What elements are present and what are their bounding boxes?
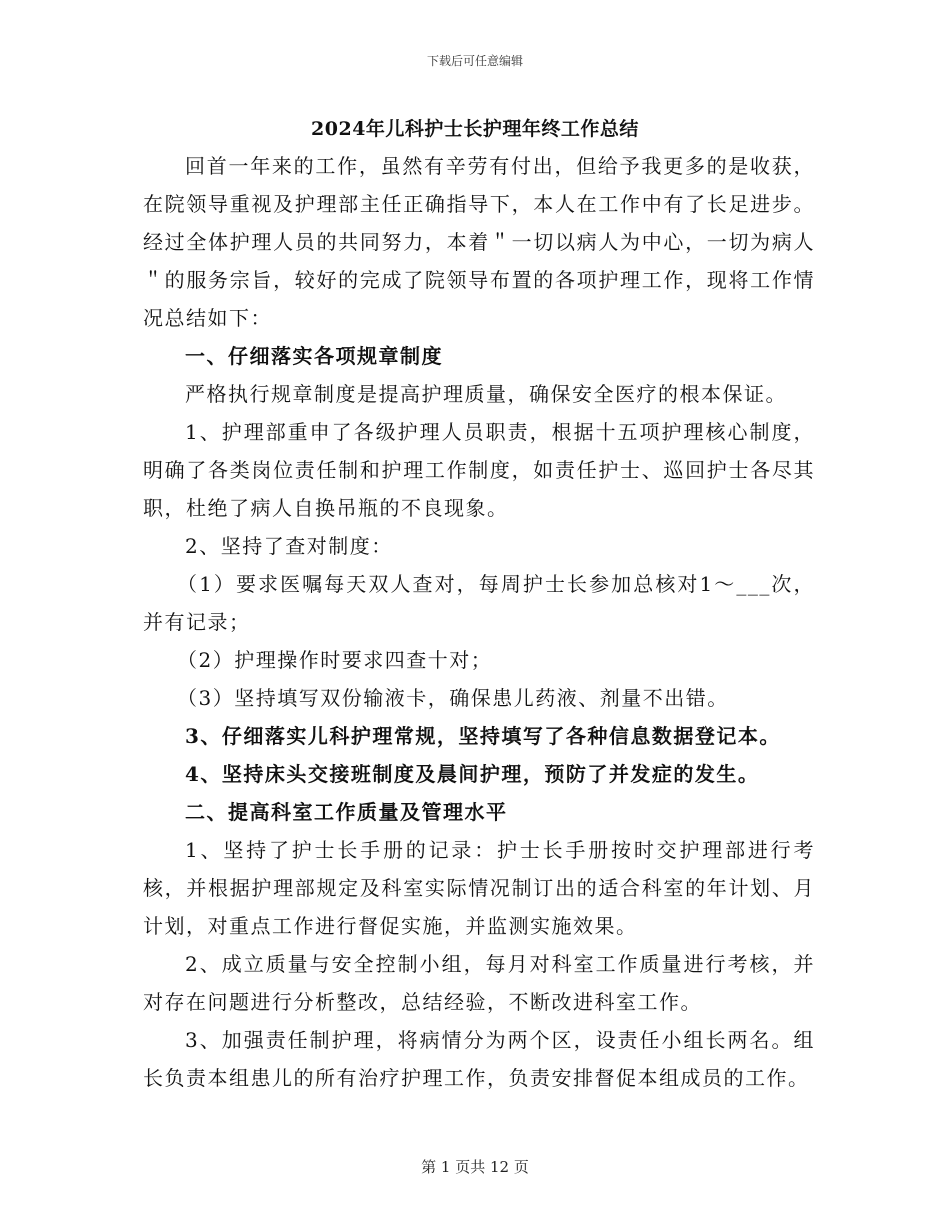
paragraph: 1、坚持了护士长手册的记录：护士长手册按时交护理部进行考核，并根据护理部规定及科室实际情况制订出的适合科室的年计划、月计划，对重点工作进行督促实施，并监测实施效果。 [143,838,815,938]
document-title: 2024年儿科护士长护理年终工作总结 [311,118,639,140]
section-heading-1: 一、仔细落实各项规章制度 [185,344,443,368]
paragraph: 2、成立质量与安全控制小组，每月对科室工作质量进行考核，并对存在问题进行分析整改，总结经验，不断改进科室工作。 [143,952,815,1014]
section-heading-2: 二、提高科室工作质量及管理水平 [185,800,508,824]
document-body [143,147,815,1097]
paragraph: 1、护理部重申了各级护理人员职责，根据十五项护理核心制度，明确了各类岗位责任制和护理工作制度，如责任护士、巡回护士各尽其职，杜绝了病人自换吊瓶的不良现象。 [143,420,815,520]
list-item: （3）坚持填写双份输液卡，确保患儿药液、剂量不出错。 [177,686,729,710]
page-header-note: 下载后可任意编辑 [426,54,523,68]
list-item: （1）要求医嘱每天双人查对，每周护士长参加总核对1～___次，并有记录； [143,572,815,634]
bold-paragraph: 4、坚持床头交接班制度及晨间护理，预防了并发症的发生。 [185,762,760,786]
paragraph: 3、加强责任制护理，将病情分为两个区，设责任小组长两名。组长负责本组患儿的所有治疗护理工作，负责安排督促本组成员的工作。 [143,1028,815,1090]
paragraph: 严格执行规章制度是提高护理质量，确保安全医疗的根本保证。 [185,382,787,406]
list-item: （2）护理操作时要求四查十对； [177,648,493,672]
paragraph: 2、坚持了查对制度： [185,534,393,558]
page-number: 第 1 页共 12 页 [421,1158,529,1176]
bold-paragraph: 3、仔细落实儿科护理常规，坚持填写了各种信息数据登记本。 [185,724,781,748]
intro-paragraph: 回首一年来的工作，虽然有辛劳有付出，但给予我更多的是收获，在院领导重视及护理部主任正确指导下，本人在工作中有了长足进步。经过全体护理人员的共同努力，本着＂一切以病人为中心，一切为病人＂的服务宗旨，较好的完成了院领导布置的各项护理工作，现将工作情况总结如下： [143,154,815,330]
